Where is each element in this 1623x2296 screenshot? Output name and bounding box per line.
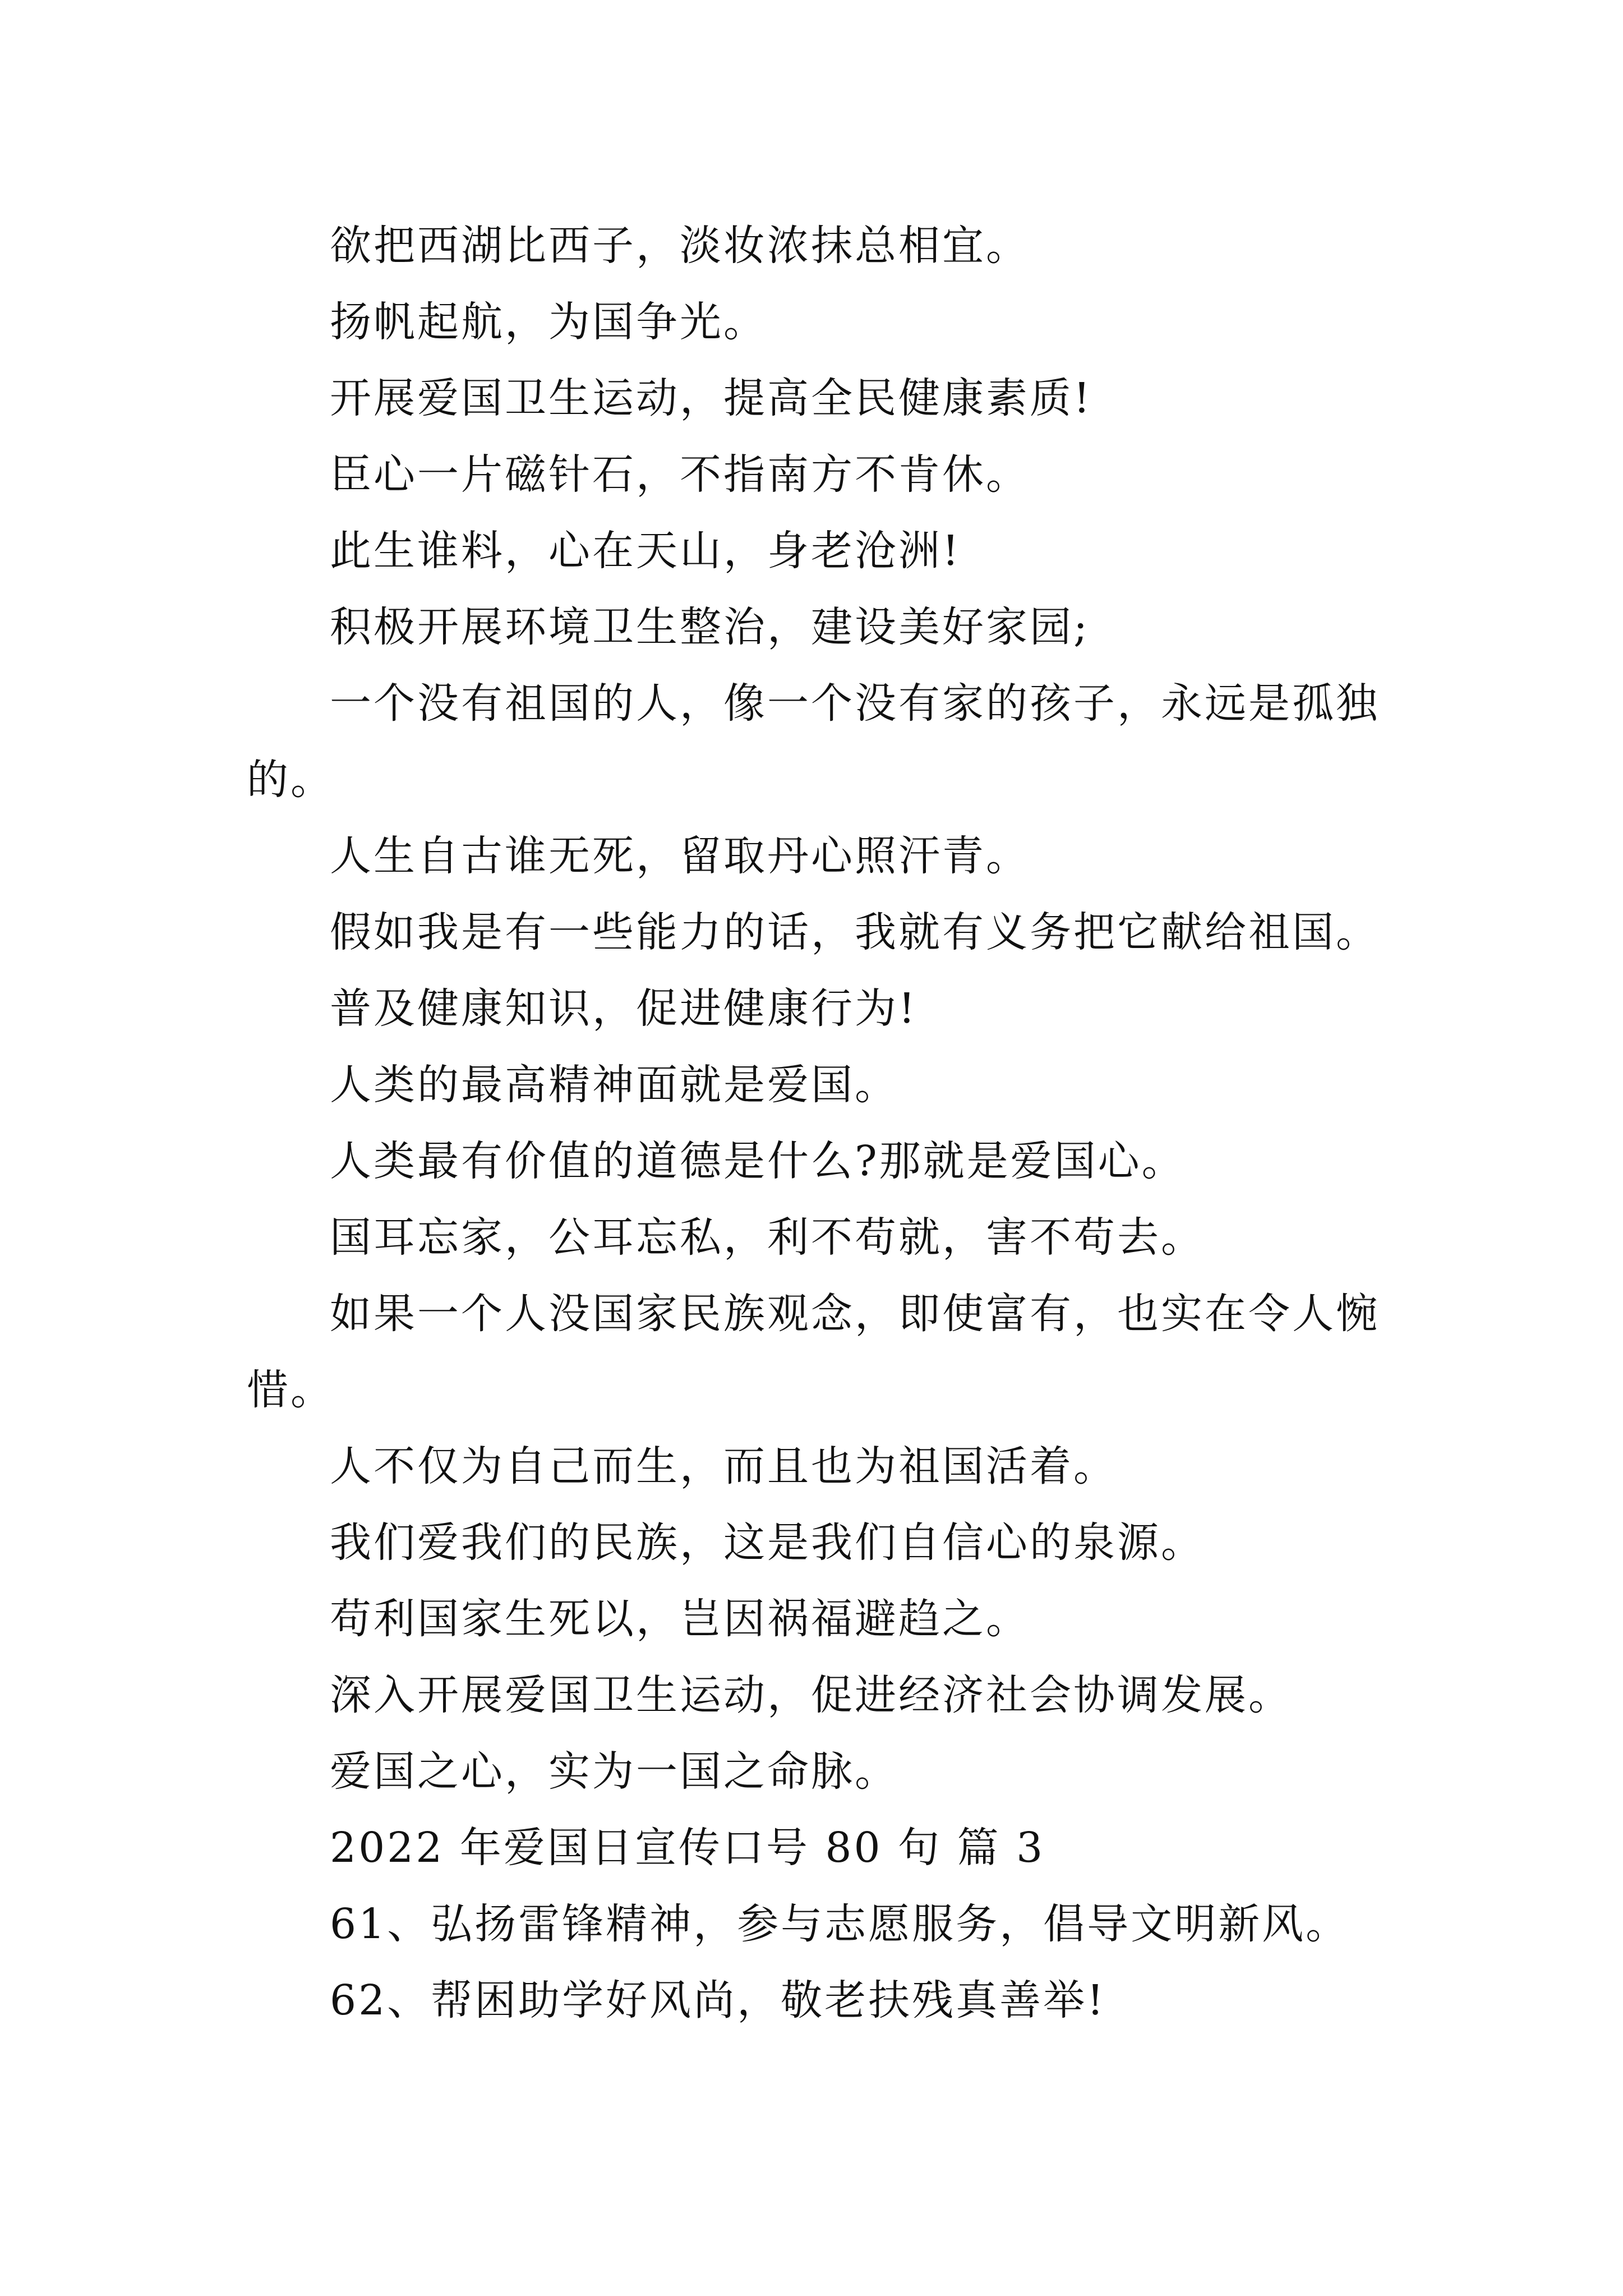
paragraph: 此生谁料，心在天山，身老沧洲! — [330, 527, 961, 575]
paragraph: 61、弘扬雷锋精神，参与志愿服务，倡导文明新风。 — [330, 1900, 1350, 1948]
paragraph: 人类最有价值的道德是什么?那就是爱国心。 — [330, 1137, 1186, 1185]
paragraph: 62、帮困助学好风尚，敬老扶残真善举! — [330, 1976, 1106, 2024]
paragraph: 积极开展环境卫生整治，建设美好家园; — [330, 603, 1090, 651]
paragraph: 臣心一片磁针石，不指南方不肯休。 — [330, 450, 1030, 499]
paragraph: 扬帆起航，为国争光。 — [330, 298, 767, 346]
section-heading: 2022 年爱国日宣传口号 80 句 篇 3 — [330, 1824, 1045, 1872]
paragraph: 苟利国家生死以，岂因祸福避趋之。 — [330, 1595, 1030, 1643]
paragraph: 欲把西湖比西子，淡妆浓抹总相宜。 — [330, 222, 1030, 270]
document-body — [247, 208, 1447, 2039]
paragraph: 人不仅为自己而生，而且也为祖国活着。 — [330, 1442, 1117, 1490]
paragraph: 我们爱我们的民族，这是我们自信心的泉源。 — [330, 1519, 1205, 1567]
paragraph: 国耳忘家，公耳忘私，利不苟就，害不苟去。 — [330, 1213, 1205, 1262]
paragraph: 假如我是有一些能力的话，我就有义务把它献给祖国。 — [330, 908, 1380, 956]
paragraph: 普及健康知识，促进健康行为! — [330, 984, 917, 1033]
paragraph: 深入开展爱国卫生运动，促进经济社会协调发展。 — [330, 1671, 1292, 1719]
paragraph: 人生自古谁无死，留取丹心照汗青。 — [330, 832, 1030, 880]
paragraph: 如果一个人没国家民族观念，即使富有，也实在令人惋惜。 — [247, 1290, 1380, 1414]
paragraph: 人类的最高精神面就是爱国。 — [330, 1061, 898, 1109]
paragraph: 开展爱国卫生运动，提高全民健康素质! — [330, 374, 1092, 422]
paragraph: 一个没有祖国的人，像一个没有家的孩子，永远是孤独的。 — [247, 679, 1380, 804]
paragraph: 爱国之心，实为一国之命脉。 — [330, 1747, 898, 1796]
